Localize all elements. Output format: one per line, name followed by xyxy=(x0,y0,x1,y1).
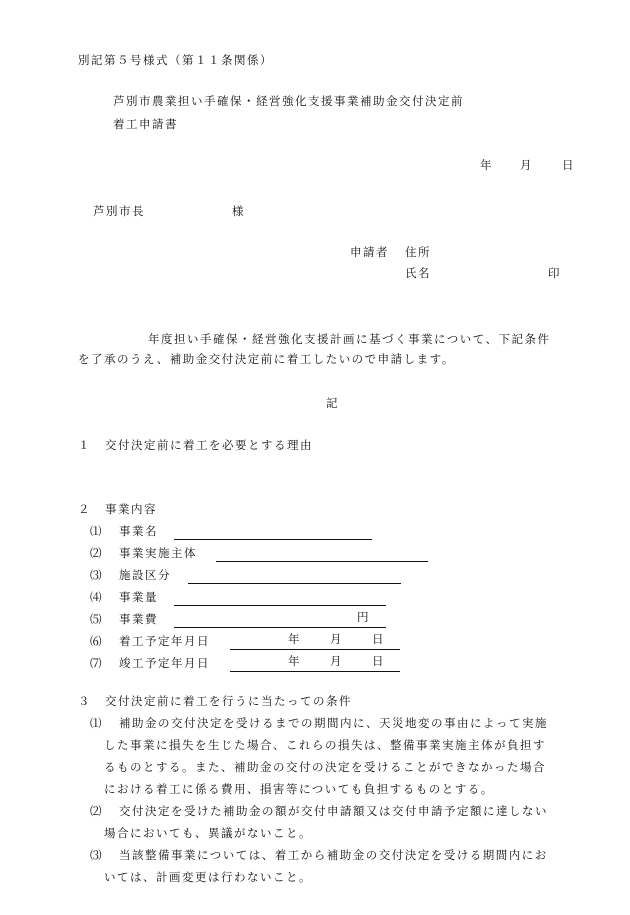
intro-line1: 年度担い手確保・経営強化支援計画に基づく事業について、下記条件 xyxy=(148,332,551,346)
condition-text-line: 当該整備事業については、着工から補助金の交付決定を受ける期間内にお xyxy=(119,848,548,862)
item-label-start-date: 着工予定年月日 xyxy=(119,634,210,648)
section1-title: 交付決定前に着工を必要とする理由 xyxy=(105,438,313,452)
item-number: ⑸ xyxy=(90,612,102,626)
project-cost-unit: 円 xyxy=(357,610,369,624)
section3-number: ３ xyxy=(78,694,90,708)
section3-title: 交付決定前に着工を行うに当たっての条件 xyxy=(105,694,352,708)
form-number: 別記第５号様式（第１１条関係） xyxy=(78,53,273,67)
completion-date-day-label: 日 xyxy=(372,654,384,668)
project-name-blank-line xyxy=(174,539,372,540)
start-date-year-label: 年 xyxy=(288,632,300,646)
item-label-completion-date: 竣工予定年月日 xyxy=(119,656,210,670)
completion-date-blank-line xyxy=(230,671,400,672)
condition-text-line: における着工に係る費用、損害等についても負担するものとする。 xyxy=(104,782,494,796)
addressee-name: 芦別市長 xyxy=(93,204,145,218)
start-date-blank-line xyxy=(230,649,400,650)
project-quantity-blank-line xyxy=(174,605,386,606)
document-title-line2: 着工申請書 xyxy=(113,117,178,131)
section2-title: 事業内容 xyxy=(105,502,157,516)
applicant-address-label: 住所 xyxy=(405,245,431,259)
condition-text-line: 場合においても、異議がないこと。 xyxy=(104,826,312,840)
item-number: ⑺ xyxy=(90,656,102,670)
facility-category-blank-line xyxy=(188,583,401,584)
item-number: ⑶ xyxy=(90,568,102,582)
item-label-implementing-body: 事業実施主体 xyxy=(119,546,197,560)
start-date-day-label: 日 xyxy=(372,632,384,646)
section2-number: ２ xyxy=(78,502,90,516)
start-date-month-label: 月 xyxy=(330,632,342,646)
item-number: ⑹ xyxy=(90,634,102,648)
date-year-label: 年 xyxy=(480,158,492,172)
seal-mark: 印 xyxy=(548,266,560,280)
item-number: ⑴ xyxy=(90,524,102,538)
intro-line2: を了承のうえ、補助金交付決定前に着工したいので申請します。 xyxy=(78,352,455,366)
item-label-facility-category: 施設区分 xyxy=(119,568,171,582)
item-number: ⑵ xyxy=(90,546,102,560)
document-title-line1: 芦別市農業担い手確保・経営強化支援事業補助金交付決定前 xyxy=(113,94,464,108)
condition-text-line: いては、計画変更は行わないこと。 xyxy=(104,870,312,884)
item-number: ⑷ xyxy=(90,590,102,604)
condition-number: ⑴ xyxy=(90,716,102,730)
condition-text-line: るものとする。また、補助金の交付の決定を受けることができなかった場合 xyxy=(104,760,546,774)
condition-number: ⑵ xyxy=(90,804,102,818)
addressee-honorific: 様 xyxy=(232,204,244,218)
date-day-label: 日 xyxy=(562,158,574,172)
applicant-name-label: 氏名 xyxy=(405,266,431,280)
item-label-project-name: 事業名 xyxy=(119,524,158,538)
completion-date-year-label: 年 xyxy=(288,654,300,668)
applicant-label: 申請者 xyxy=(350,245,389,259)
condition-number: ⑶ xyxy=(90,848,102,862)
date-month-label: 月 xyxy=(520,158,532,172)
completion-date-month-label: 月 xyxy=(330,654,342,668)
item-label-project-quantity: 事業量 xyxy=(119,590,158,604)
section1-number: １ xyxy=(78,438,90,452)
ki-heading: 記 xyxy=(326,396,338,410)
implementing-body-blank-line xyxy=(216,561,428,562)
condition-text-line: 交付決定を受けた補助金の額が交付申請額又は交付申請予定額に達しない xyxy=(119,804,548,818)
condition-text-line: した事業に損失を生じた場合、これらの損失は、整備事業実施主体が負担す xyxy=(104,738,546,752)
condition-text-line: 補助金の交付決定を受けるまでの期間内に、天災地変の事由によって実施 xyxy=(119,716,548,730)
item-label-project-cost: 事業費 xyxy=(119,612,158,626)
project-cost-blank-line xyxy=(174,627,386,628)
